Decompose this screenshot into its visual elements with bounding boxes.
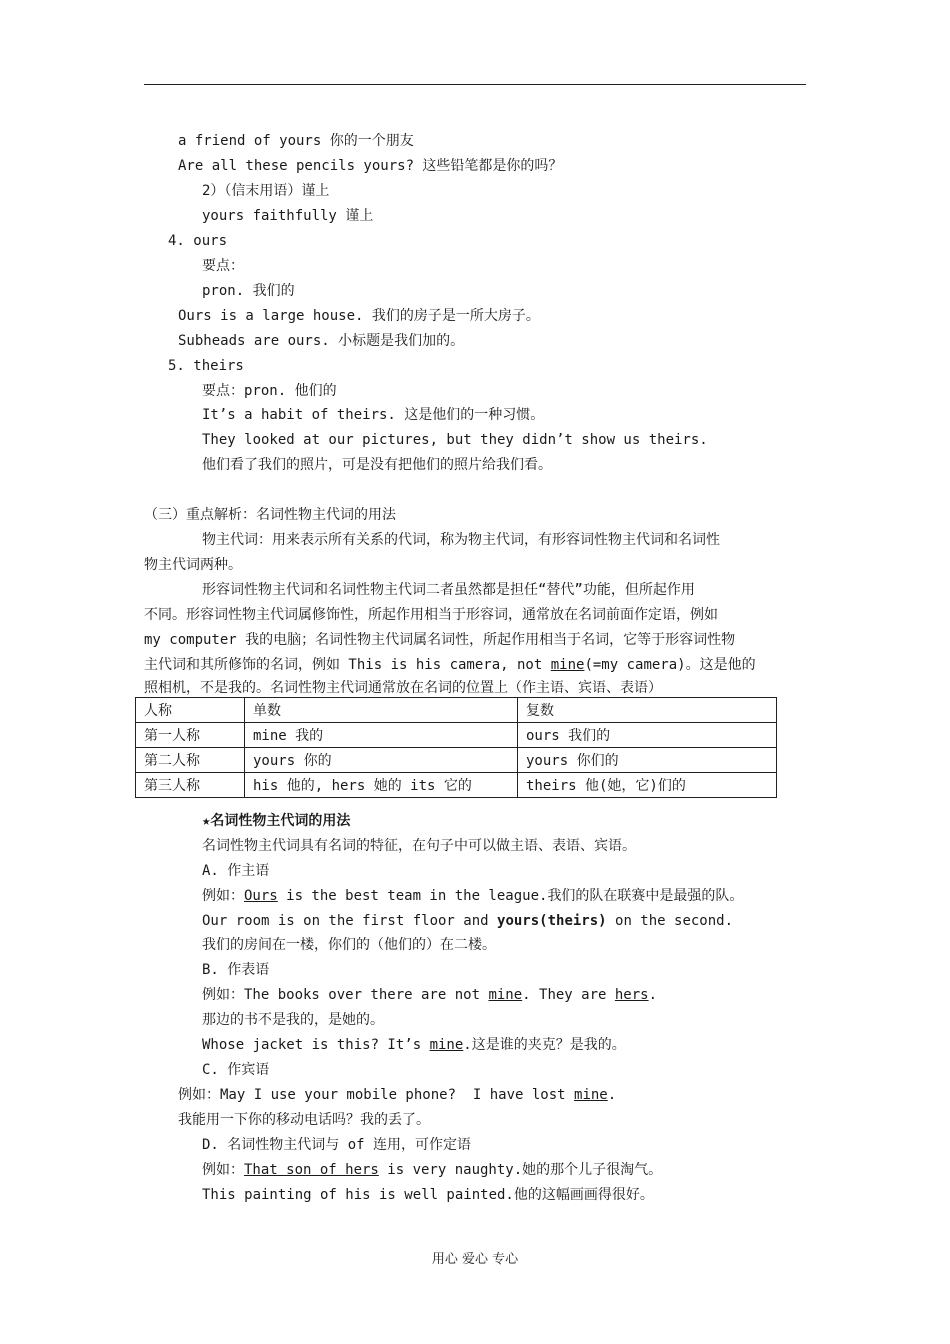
text-run: is very naughty.她的那个儿子很淘气。 (378, 1162, 663, 1178)
point-heading: A. 作主语 (202, 863, 270, 879)
table-header-cell: 人称 (136, 698, 245, 723)
paragraph-line: 不同。形容词性物主代词属修饰性，所起作用相当于形容词，通常放在名词前面作定语，例如 (144, 607, 718, 623)
table-cell: his 他的, hers 她的 its 它的 (245, 773, 518, 798)
example-line: Are all these pencils yours? 这些铅笔都是你的吗？ (178, 158, 563, 174)
example-translation: 他们看了我们的照片，可是没有把他们的照片给我们看。 (202, 457, 552, 473)
example-line: yours faithfully 谨上 (202, 208, 374, 224)
text-run: (=my camera)。这是他的 (584, 657, 756, 673)
example-line: It’s a habit of theirs. 这是他们的一种习惯。 (202, 407, 545, 423)
example-line: a friend of yours 你的一个朋友 (178, 133, 414, 149)
underlined-word: mine (550, 657, 585, 673)
text-run: .这是谁的夹克？是我的。 (463, 1037, 626, 1053)
example-translation: 我们的房间在一楼，你们的（他们的）在二楼。 (202, 937, 496, 953)
table-cell: ours 我们的 (518, 723, 777, 748)
text-run: is the best team in the league.我们的队在联赛中是最强的队。 (277, 888, 744, 904)
table-row (136, 773, 777, 798)
example-translation: 我能用一下你的移动电话吗？我的丢了。 (178, 1112, 430, 1128)
point-heading: C. 作宾语 (202, 1062, 270, 1078)
item-heading-theirs: 5. theirs (168, 358, 244, 374)
paragraph-line (144, 655, 756, 675)
table-cell: 第一人称 (136, 723, 245, 748)
example-translation: 那边的书不是我的，是她的。 (202, 1012, 384, 1028)
paragraph-line: 照相机，不是我的。名词性物主代词通常放在名词的位置上（作主语、宾语、表语） (144, 680, 662, 696)
example-line (202, 1160, 662, 1180)
example-line (178, 1085, 616, 1105)
subsection-heading: ★名词性物主代词的用法 (202, 813, 351, 829)
example-line (202, 886, 743, 906)
example-line: Subheads are ours. 小标题是我们加的。 (178, 333, 465, 349)
item-heading-ours: 4. ours (168, 233, 228, 249)
subitem-heading: 2）（信末用语）谨上 (202, 183, 330, 199)
text-run: . (607, 1087, 617, 1103)
underlined-word: mine (429, 1037, 464, 1053)
table-row (136, 723, 777, 748)
underlined-word: hers (614, 987, 649, 1003)
table-header-cell: 复数 (518, 698, 777, 723)
table-cell: yours 你们的 (518, 748, 777, 773)
table-cell: theirs 他(她，它)们的 (518, 773, 777, 798)
text-run: 主代词和其所修饰的名词，例如 This is his camera, not (144, 657, 551, 673)
underlined-word: mine (574, 1087, 608, 1103)
definition-line: 要点：pron. 他们的 (202, 383, 337, 399)
pronoun-table (135, 697, 777, 798)
table-cell: yours 你的 (245, 748, 518, 773)
key-points-label: 要点： (202, 258, 244, 274)
header-rule (144, 84, 806, 85)
page-footer: 用心 爱心 专心 (431, 1252, 519, 1267)
table-row (136, 748, 777, 773)
text-run: Whose jacket is this? It’s (202, 1037, 430, 1053)
text-run: . They are (522, 987, 615, 1003)
underlined-word: mine (488, 987, 523, 1003)
text-run: 例如：May I use your mobile phone? I have lost (178, 1087, 575, 1103)
paragraph-line: my computer 我的电脑；名词性物主代词属名词性，所起作用相当于名词，它等于形容词性物 (144, 632, 736, 648)
definition-line: pron. 我们的 (202, 283, 295, 299)
point-heading: B. 作表语 (202, 962, 270, 978)
table-cell: mine 我的 (245, 723, 518, 748)
text-run: 例如：The books over there are not (202, 987, 489, 1003)
table-header-row (136, 698, 777, 723)
point-heading: D. 名词性物主代词与 of 连用，可作定语 (202, 1137, 472, 1153)
table-header-cell: 单数 (245, 698, 518, 723)
section-heading: （三）重点解析：名词性物主代词的用法 (144, 507, 396, 523)
example-line (202, 985, 657, 1005)
paragraph-line: 形容词性物主代词和名词性物主代词二者虽然都是担任“替代”功能，但所起作用 (202, 582, 695, 598)
text-run: 例如： (202, 888, 244, 904)
text-run: . (648, 987, 658, 1003)
text-run: on the second. (606, 913, 734, 929)
text-run: 例如： (202, 1162, 244, 1178)
underlined-phrase: That son of hers (244, 1162, 379, 1178)
example-line (202, 911, 733, 931)
example-line (202, 1035, 626, 1055)
text-run: Our room is on the first floor and (202, 913, 498, 929)
paragraph-line: 物主代词两种。 (144, 557, 242, 573)
example-line: They looked at our pictures, but they didn’t show us theirs. (202, 432, 708, 448)
table-cell: 第二人称 (136, 748, 245, 773)
paragraph-line: 物主代词：用来表示所有关系的代词，称为物主代词，有形容词性物主代词和名词性 (202, 532, 720, 548)
bold-word: yours(theirs) (497, 913, 607, 929)
underlined-word: Ours (244, 888, 278, 904)
paragraph-line: 名词性物主代词具有名词的特征，在句子中可以做主语、表语、宾语。 (202, 838, 636, 854)
example-line: This painting of his is well painted.他的这幅画画得很好。 (202, 1187, 654, 1203)
table-cell: 第三人称 (136, 773, 245, 798)
example-line: Ours is a large house. 我们的房子是一所大房子。 (178, 308, 540, 324)
